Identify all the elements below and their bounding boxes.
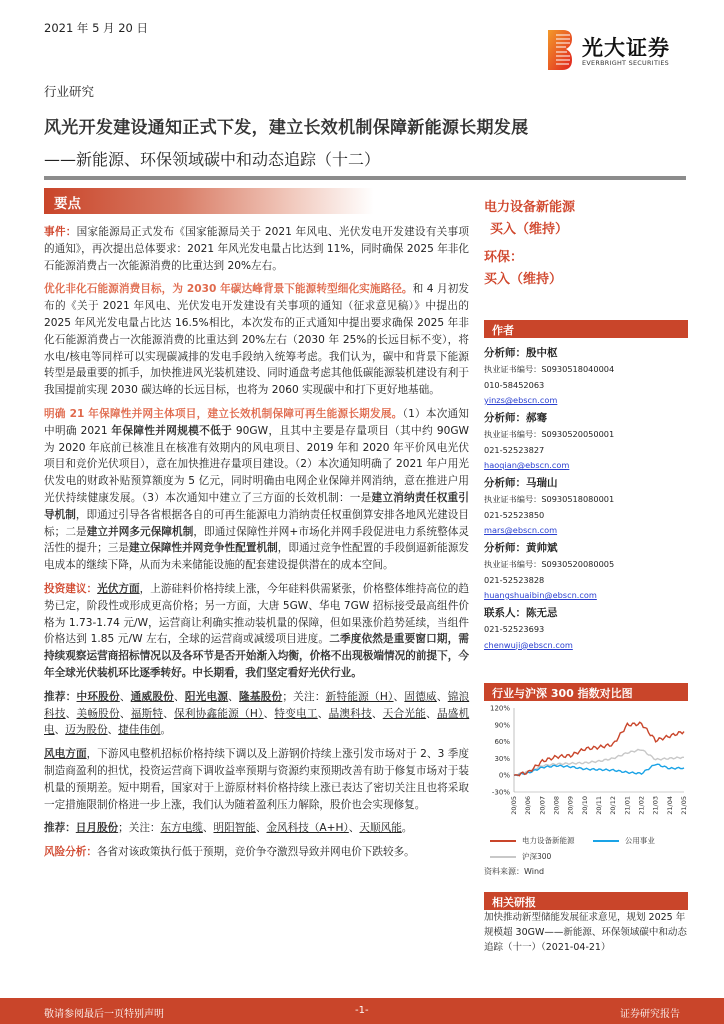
contact-card: 联系人：陈无忌 021-52523693 chenwuji@ebscn.com: [484, 607, 573, 650]
stock-link[interactable]: 特变电工: [274, 707, 318, 720]
stock-link[interactable]: 日月股份: [75, 822, 119, 835]
stock-link[interactable]: 中环股份: [76, 690, 120, 703]
target-paragraph: 优化非化石能源消费目标，为 2030 年碳达峰背景下能源转型细化实施路径。和 4 月初发布的《关于 2021 年风电、光伏发电开发建设有关事项的通知（征求意见稿）》中提出的 2025 年风光发电量占比达 16.5%相比，本次发布的正式通知中提出要求确保 2025 年非化石能源消费占一次能源消费的比重达到 20%左右（2030 年 25%的长远目标不变），将水电/核电等同样可以实现碳减排的发电手段纳入统筹考虑。我们认为，碳中和背景下能源转型是最重要的抓手，加快推进风光装机建设、同时通盘考虑其他低碳能源装机建设有利于我国提前实现 2030 碳达峰的长远目标，也将为 2060 实现碳中和打下更好地基础。: [44, 283, 470, 397]
page-footer: [0, 998, 724, 1024]
investment-paragraph: 投资建议：光伏方面，上游硅料价格持续上涨，今年硅料供需紧张，价格整体维持高位的趋势已定，阶段性或形成更高价格；另一方面，大唐 5GW、华电 7GW 招标接受最高组件价格为 1.73-1.74 元/W，运营商让利确实推动装机量的保障，但如果涨价趋势延续，当组件价格达到 1.85 元/W 左右，全球的运营商或减缓项目进度。二季度依然是重要窗口期，需持续观察运营商招标情况以及各环节是否开始渐入均衡，价格不出现极端情况的前提下，今年全球光伏装机环比逐季转好。中长期看，我们坚定看好光伏行业。: [44, 582, 470, 679]
pv-recommend-paragraph: 推荐：中环股份、通威股份、阳光电源、隆基股份；关注：新特能源（H）、固德威、锦浪科技、美畅股份、福斯特、保利协鑫能源（H）、特变电工、晶澳科技、天合光能、晶盛机电、迈为股份、捷佳伟创。: [44, 690, 470, 737]
stock-link[interactable]: 天顺风能: [359, 822, 402, 835]
legend-item: 沪深300: [490, 849, 551, 865]
report-subtitle: ——新能源、环保领域碳中和动态追踪（十二）: [44, 150, 381, 169]
svg-text:30%: 30%: [494, 754, 510, 763]
wind-recommend-paragraph: 推荐：日月股份；关注：东方电缆、明阳智能、金风科技（A+H）、天顺风能。: [44, 822, 413, 835]
svg-text:21/03: 21/03: [651, 796, 660, 815]
ratings-block: [484, 197, 575, 291]
report-title: 风光开发建设通知正式下发，建立长效机制保障新能源长期发展: [44, 118, 529, 138]
industry-vs-csi300-chart: [484, 700, 694, 840]
rating-value-2: 买入（维持）: [484, 272, 563, 287]
svg-text:20/05: 20/05: [510, 796, 518, 815]
svg-text:20/09: 20/09: [566, 796, 575, 815]
svg-text:90%: 90%: [494, 721, 510, 730]
footer-report-type: 证券研究报告: [620, 1009, 680, 1020]
svg-text:-30%: -30%: [491, 788, 510, 797]
page-number: -1-: [355, 1005, 369, 1016]
svg-text:21/02: 21/02: [637, 796, 646, 815]
legend-swatch-icon: [593, 840, 619, 842]
stock-link[interactable]: 福斯特: [130, 707, 164, 720]
stock-link[interactable]: 东方电缆: [160, 822, 203, 835]
svg-text:120%: 120%: [489, 704, 510, 713]
legend-swatch-icon: [490, 856, 516, 858]
stock-link[interactable]: 迈为股份: [65, 724, 108, 737]
mechanism-paragraph: 明确 21 年保障性并网主体项目，建立长效机制保障可再生能源长期发展。（1）本次通知中明确 2021 年保障性并网规模不低于 90GW，且其中主要是存量项目（其中约 90GW 为 2020 年底前已核准且在核准有效期内的风电项目、2019 年和 2020 年平价风电光伏项目和竞价光伏项目），意在加快推进存量项目建设。（2）本次通知明确了 2021 年户用光伏发电的财政补贴预算额度为 5 亿元，同时明确由电网企业保障并网消纳，意在推进户用光伏持续健康发展。（3）本次通知中建立了三方面的长效机制：一是建立消纳责任权重引导机制，即通过引导各省根据各自的可再生能源电力消纳责任权重倒算安排各地风光建设目标；二是建立并网多元保障机制，即通过保障性并网+市场化并网手段促进电力系统整体灵活性的提升；三是建立保障性并网竞争性配置机制，即通过竞争性配置的手段倒逼新能源发电成本的继续下降，从而为未来储能设施的配套建设提供潜在的成本空间。: [44, 407, 470, 572]
report-category: 行业研究: [44, 84, 95, 99]
event-paragraph: 事件：国家能源局正式发布《国家能源局关于 2021 年风电、光伏发电开发建设有关事项的通知》，再次提出总体要求：2021 年风光发电量占比达到 11%，同时确保 2025 年非化石能源消费占一次能源消费的比重达到 20%左右。: [44, 226, 469, 272]
logo-cn-text: 光大证券: [582, 36, 670, 60]
svg-text:21/04: 21/04: [665, 796, 674, 815]
rating-sector-1: 电力设备新能源: [484, 200, 576, 215]
footer-disclaimer: 敬请参阅最后一页特别声明: [44, 1009, 164, 1020]
legend-item: 公用事业: [593, 833, 655, 849]
legend-swatch-icon: [490, 840, 516, 842]
svg-text:20/11: 20/11: [595, 796, 603, 815]
related-report-link[interactable]: 加快推动新型储能发展征求意见，规划 2025 年规模超 30GW——新能源、环保领域碳中和动态追踪（十一）（2021-04-21）: [484, 912, 687, 953]
stock-link[interactable]: 固德威: [404, 690, 437, 703]
svg-text:60%: 60%: [494, 738, 510, 747]
svg-text:21/01: 21/01: [623, 796, 632, 815]
analyst-email-link[interactable]: haoqian@ebscn.com: [484, 460, 570, 470]
rating-sector-2: 环保：: [484, 250, 524, 265]
stock-link[interactable]: 隆基股份: [239, 690, 283, 703]
summary-heading: 要点: [44, 188, 374, 214]
stock-link[interactable]: 晶澳科技: [328, 707, 372, 720]
report-date: 2021 年 5 月 20 日: [44, 21, 148, 35]
stock-link[interactable]: 保利协鑫能源（H）: [174, 707, 264, 720]
chart-legend: [490, 833, 690, 865]
analyst-email-link[interactable]: yinzs@ebscn.com: [484, 395, 558, 405]
svg-text:20/12: 20/12: [609, 796, 618, 815]
chart-heading: 行业与沪深 300 指数对比图: [484, 683, 688, 701]
everbright-logo: [548, 30, 688, 72]
risk-paragraph: 风险分析：各省对该政策执行低于预期，竞价争夺激烈导致并网电价下跌较多。: [44, 846, 415, 859]
stock-link[interactable]: 阳光电源: [184, 690, 229, 703]
logo-en-text: EVERBRIGHT SECURITIES: [582, 59, 670, 67]
logo-mark-icon: [548, 30, 572, 70]
stock-link[interactable]: 通威股份: [130, 690, 174, 703]
stock-link[interactable]: 天合光能: [382, 707, 427, 720]
stock-link[interactable]: 锦浪科技: [44, 690, 470, 720]
legend-item: 电力设备新能源: [490, 833, 575, 849]
chart-source: 资料来源：Wind: [484, 867, 545, 876]
stock-link[interactable]: 美畅股份: [76, 707, 120, 720]
svg-text:20/10: 20/10: [580, 796, 589, 815]
stock-link[interactable]: 晶盛机电: [44, 707, 470, 737]
stock-link[interactable]: 捷佳伟创: [118, 724, 161, 737]
svg-text:0%: 0%: [498, 771, 510, 780]
wind-paragraph: 风电方面，下游风电整机招标价格持续下调以及上游钢价持续上涨引发市场对于 2、3 季度制造商盈利的担忧，投资运营商下调收益率预期与资源约束预期改善有助于修复市场对于装机量的预期差。短中期看，国家对于上游原材料价格持续上涨已表达了密切关注且也将采取一定措施限制价格进一步上涨，我们认为随着盈利压力解除，股价也会实现修复。: [44, 748, 470, 811]
stock-link[interactable]: 金风科技（A+H）: [266, 822, 349, 835]
rating-value-1: 买入（维持）: [490, 222, 569, 237]
stock-link[interactable]: 明阳智能: [213, 822, 256, 835]
analyst-card: 分析师：殷中枢 执业证书编号：S0930518040004 010-58452063 yinzs@ebscn.com: [484, 347, 615, 405]
authors-heading: 作者: [484, 320, 688, 338]
analyst-email-link[interactable]: huangshuaibin@ebscn.com: [484, 590, 597, 600]
analyst-email-link[interactable]: mars@ebscn.com: [484, 525, 558, 535]
svg-text:21/05: 21/05: [680, 796, 688, 815]
stock-link[interactable]: 新特能源（H）: [325, 690, 394, 703]
analyst-card: 分析师：马瑞山 执业证书编号：S0930518080001 021-52523850 mars@ebscn.com: [484, 477, 615, 535]
analyst-card: 分析师：郝骞 执业证书编号：S0930520050001 021-52523827 haoqian@ebscn.com: [484, 412, 615, 470]
svg-text:20/07: 20/07: [538, 796, 547, 815]
contact-email-link[interactable]: chenwuji@ebscn.com: [484, 639, 573, 650]
summary-body: [44, 224, 469, 868]
related-heading: 相关研报: [484, 892, 688, 910]
analyst-card: 分析师：黄帅斌 执业证书编号：S0930520080005 021-52523828 huangshuaibin@ebscn.com: [484, 542, 615, 600]
svg-text:20/06: 20/06: [524, 796, 533, 815]
svg-text:20/08: 20/08: [552, 796, 561, 815]
header-divider: [44, 176, 686, 180]
